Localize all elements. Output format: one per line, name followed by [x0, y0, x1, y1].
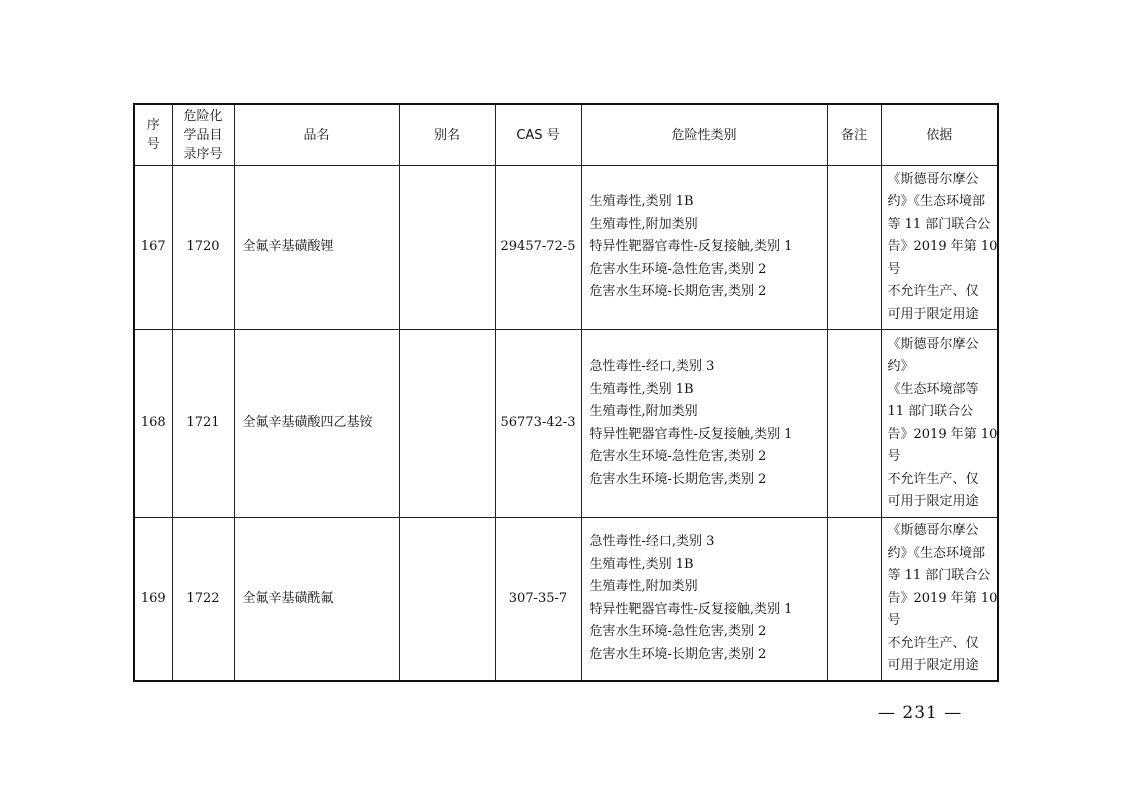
cell-seq: 168 — [134, 330, 172, 518]
table-row — [134, 518, 998, 681]
cell-hazard-class: 急性毒性-经口,类别 3 生殖毒性,类别 1B 生殖毒性,附加类别 特异性靶器官毒性-反复接触,类别 1 危害水生环境-急性危害,类别 2 危害水生环境-长期危害,类别 2 — [581, 330, 827, 518]
cell-remark — [827, 518, 881, 681]
cell-catalog-number: 1720 — [172, 166, 234, 330]
cell-basis: 《斯德哥尔摩公 约》《生态环境部 等 11 部门联合公 告》2019 年第 10 号 不允许生产、仅 可用于限定用途 — [881, 166, 998, 330]
cell-catalog-number: 1721 — [172, 330, 234, 518]
header-remark: 备注 — [827, 104, 881, 166]
cell-seq: 169 — [134, 518, 172, 681]
cell-basis: 《斯德哥尔摩公 约》 《生态环境部等 11 部门联合公 告》2019 年第 10 号 不允许生产、仅 可用于限定用途 — [881, 330, 998, 518]
cell-alias — [399, 330, 495, 518]
header-alias: 别名 — [399, 104, 495, 166]
cell-cas: 29457-72-5 — [495, 166, 581, 330]
cell-remark — [827, 330, 881, 518]
header-basis: 依据 — [881, 104, 998, 166]
cell-basis: 《斯德哥尔摩公 约》《生态环境部 等 11 部门联合公 告》2019 年第 10 号 不允许生产、仅 可用于限定用途 — [881, 518, 998, 681]
cell-cas: 307-35-7 — [495, 518, 581, 681]
cell-hazard-class: 生殖毒性,类别 1B 生殖毒性,附加类别 特异性靶器官毒性-反复接触,类别 1 危害水生环境-急性危害,类别 2 危害水生环境-长期危害,类别 2 — [581, 166, 827, 330]
cell-hazard-class: 急性毒性-经口,类别 3 生殖毒性,类别 1B 生殖毒性,附加类别 特异性靶器官毒性-反复接触,类别 1 危害水生环境-急性危害,类别 2 危害水生环境-长期危害,类别 2 — [581, 518, 827, 681]
header-catalog-number: 危险化 学品目 录序号 — [172, 104, 234, 166]
header-cas: CAS 号 — [495, 104, 581, 166]
cell-name: 全氟辛基磺酸四乙基铵 — [234, 330, 399, 518]
header-hazard-class: 危险性类别 — [581, 104, 827, 166]
page-number: — 231 — — [878, 703, 963, 723]
cell-alias — [399, 166, 495, 330]
cell-name: 全氟辛基磺酸锂 — [234, 166, 399, 330]
cell-remark — [827, 166, 881, 330]
header-seq: 序 号 — [134, 104, 172, 166]
cell-name: 全氟辛基磺酰氟 — [234, 518, 399, 681]
table-row — [134, 166, 998, 330]
hazardous-chemicals-table — [133, 103, 999, 682]
table-header-row — [134, 104, 998, 166]
cell-alias — [399, 518, 495, 681]
cell-seq: 167 — [134, 166, 172, 330]
header-name: 品名 — [234, 104, 399, 166]
cell-catalog-number: 1722 — [172, 518, 234, 681]
table-row — [134, 330, 998, 518]
cell-cas: 56773-42-3 — [495, 330, 581, 518]
